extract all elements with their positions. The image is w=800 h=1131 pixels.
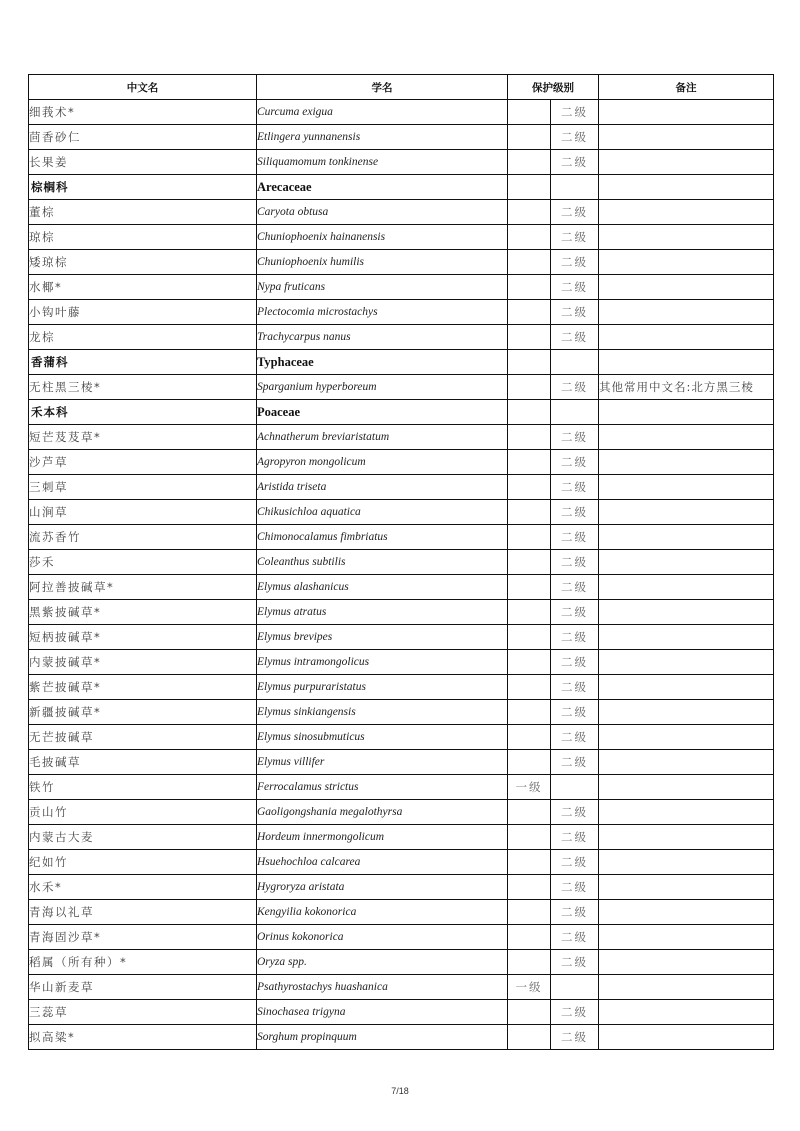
table-row xyxy=(29,500,774,525)
table-row xyxy=(29,100,774,125)
table-row xyxy=(29,600,774,625)
scientific-name-cell: Poaceae xyxy=(257,400,508,425)
chinese-name-cell: 拟高粱* xyxy=(29,1025,257,1050)
scientific-name-cell: Ferrocalamus strictus xyxy=(257,775,508,800)
level-two-cell: 二级 xyxy=(551,750,599,775)
level-two-cell: 二级 xyxy=(551,150,599,175)
remarks-cell xyxy=(599,575,774,600)
remarks-cell xyxy=(599,175,774,200)
scientific-name-cell: Elymus brevipes xyxy=(257,625,508,650)
scientific-name-cell: Chimonocalamus fimbriatus xyxy=(257,525,508,550)
level-two-cell: 二级 xyxy=(551,925,599,950)
header-scientific-name: 学名 xyxy=(257,75,508,100)
level-one-cell xyxy=(508,200,551,225)
chinese-name-cell: 稻属（所有种）* xyxy=(29,950,257,975)
chinese-name-cell: 铁竹 xyxy=(29,775,257,800)
remarks-cell xyxy=(599,875,774,900)
remarks-cell xyxy=(599,750,774,775)
level-one-cell xyxy=(508,425,551,450)
scientific-name-cell: Typhaceae xyxy=(257,350,508,375)
family-row xyxy=(29,350,774,375)
level-two-cell: 二级 xyxy=(551,250,599,275)
scientific-name-cell: Hordeum innermongolicum xyxy=(257,825,508,850)
scientific-name-cell: Elymus alashanicus xyxy=(257,575,508,600)
scientific-name-cell: Sorghum propinquum xyxy=(257,1025,508,1050)
level-two-cell: 二级 xyxy=(551,425,599,450)
level-one-cell xyxy=(508,675,551,700)
level-two-cell: 二级 xyxy=(551,375,599,400)
header-remarks: 备注 xyxy=(599,75,774,100)
remarks-cell xyxy=(599,125,774,150)
table-row xyxy=(29,325,774,350)
chinese-name-cell: 紫芒披碱草* xyxy=(29,675,257,700)
level-one-cell xyxy=(508,375,551,400)
level-two-cell: 二级 xyxy=(551,800,599,825)
level-two-cell: 二级 xyxy=(551,125,599,150)
table-body xyxy=(29,100,774,1050)
remarks-cell xyxy=(599,550,774,575)
scientific-name-cell: Oryza spp. xyxy=(257,950,508,975)
chinese-name-cell: 阿拉善披碱草* xyxy=(29,575,257,600)
level-two-cell: 二级 xyxy=(551,500,599,525)
chinese-name-cell: 三蕊草 xyxy=(29,1000,257,1025)
remarks-cell xyxy=(599,475,774,500)
remarks-cell xyxy=(599,850,774,875)
chinese-name-cell: 三刺草 xyxy=(29,475,257,500)
table-row xyxy=(29,900,774,925)
level-one-cell xyxy=(508,800,551,825)
chinese-name-cell: 董棕 xyxy=(29,200,257,225)
level-one-cell xyxy=(508,875,551,900)
level-two-cell: 二级 xyxy=(551,700,599,725)
level-one-cell xyxy=(508,750,551,775)
level-one-cell xyxy=(508,275,551,300)
level-two-cell: 二级 xyxy=(551,525,599,550)
table-row xyxy=(29,425,774,450)
remarks-cell xyxy=(599,225,774,250)
chinese-name-cell: 无芒披碱草 xyxy=(29,725,257,750)
scientific-name-cell: Orinus kokonorica xyxy=(257,925,508,950)
scientific-name-cell: Hsuehochloa calcarea xyxy=(257,850,508,875)
chinese-name-cell: 细莪术* xyxy=(29,100,257,125)
chinese-name-cell: 莎禾 xyxy=(29,550,257,575)
remarks-cell xyxy=(599,650,774,675)
scientific-name-cell: Kengyilia kokonorica xyxy=(257,900,508,925)
table-row xyxy=(29,750,774,775)
protected-species-table xyxy=(28,74,774,1050)
scientific-name-cell: Achnatherum breviaristatum xyxy=(257,425,508,450)
level-one-cell: 一级 xyxy=(508,975,551,1000)
remarks-cell xyxy=(599,1025,774,1050)
scientific-name-cell: Hygroryza aristata xyxy=(257,875,508,900)
level-two-cell: 二级 xyxy=(551,625,599,650)
chinese-name-cell: 短柄披碱草* xyxy=(29,625,257,650)
remarks-cell xyxy=(599,400,774,425)
level-one-cell xyxy=(508,625,551,650)
remarks-cell xyxy=(599,700,774,725)
scientific-name-cell: Arecaceae xyxy=(257,175,508,200)
level-one-cell xyxy=(508,550,551,575)
remarks-cell xyxy=(599,925,774,950)
chinese-name-cell: 黑紫披碱草* xyxy=(29,600,257,625)
level-two-cell xyxy=(551,400,599,425)
scientific-name-cell: Curcuma exigua xyxy=(257,100,508,125)
remarks-cell xyxy=(599,450,774,475)
level-two-cell: 二级 xyxy=(551,200,599,225)
level-one-cell xyxy=(508,350,551,375)
chinese-name-cell: 长果姜 xyxy=(29,150,257,175)
family-row xyxy=(29,400,774,425)
table-row xyxy=(29,850,774,875)
remarks-cell xyxy=(599,200,774,225)
scientific-name-cell: Nypa fruticans xyxy=(257,275,508,300)
level-one-cell xyxy=(508,525,551,550)
header-protection-level: 保护级别 xyxy=(508,75,599,100)
level-two-cell xyxy=(551,775,599,800)
chinese-name-cell: 贡山竹 xyxy=(29,800,257,825)
scientific-name-cell: Elymus intramongolicus xyxy=(257,650,508,675)
family-row xyxy=(29,175,774,200)
level-one-cell xyxy=(508,450,551,475)
table-row xyxy=(29,775,774,800)
chinese-name-cell: 短芒芨芨草* xyxy=(29,425,257,450)
table-row xyxy=(29,575,774,600)
remarks-cell xyxy=(599,900,774,925)
chinese-name-cell: 水椰* xyxy=(29,275,257,300)
chinese-name-cell: 内蒙披碱草* xyxy=(29,650,257,675)
remarks-cell xyxy=(599,150,774,175)
level-one-cell xyxy=(508,175,551,200)
level-two-cell: 二级 xyxy=(551,300,599,325)
scientific-name-cell: Sinochasea trigyna xyxy=(257,1000,508,1025)
remarks-cell xyxy=(599,425,774,450)
chinese-name-cell: 山涧草 xyxy=(29,500,257,525)
level-one-cell xyxy=(508,950,551,975)
scientific-name-cell: Elymus villifer xyxy=(257,750,508,775)
remarks-cell xyxy=(599,775,774,800)
level-two-cell: 二级 xyxy=(551,1025,599,1050)
level-two-cell: 二级 xyxy=(551,325,599,350)
table-row xyxy=(29,550,774,575)
table-row xyxy=(29,625,774,650)
scientific-name-cell: Trachycarpus nanus xyxy=(257,325,508,350)
table-row xyxy=(29,300,774,325)
scientific-name-cell: Elymus sinkiangensis xyxy=(257,700,508,725)
scientific-name-cell: Sparganium hyperboreum xyxy=(257,375,508,400)
remarks-cell xyxy=(599,625,774,650)
scientific-name-cell: Chikusichloa aquatica xyxy=(257,500,508,525)
level-two-cell: 二级 xyxy=(551,650,599,675)
chinese-name-cell: 小钩叶藤 xyxy=(29,300,257,325)
remarks-cell xyxy=(599,300,774,325)
scientific-name-cell: Siliquamomum tonkinense xyxy=(257,150,508,175)
level-one-cell: 一级 xyxy=(508,775,551,800)
level-two-cell xyxy=(551,975,599,1000)
scientific-name-cell: Elymus purpuraristatus xyxy=(257,675,508,700)
level-one-cell xyxy=(508,1025,551,1050)
scientific-name-cell: Gaoligongshania megalothyrsa xyxy=(257,800,508,825)
header-chinese-name: 中文名 xyxy=(29,75,257,100)
table-row xyxy=(29,800,774,825)
chinese-name-cell: 禾本科 xyxy=(29,400,257,425)
chinese-name-cell: 茴香砂仁 xyxy=(29,125,257,150)
scientific-name-cell: Elymus sinosubmuticus xyxy=(257,725,508,750)
chinese-name-cell: 棕榈科 xyxy=(29,175,257,200)
level-two-cell: 二级 xyxy=(551,550,599,575)
chinese-name-cell: 新疆披碱草* xyxy=(29,700,257,725)
remarks-cell xyxy=(599,600,774,625)
level-two-cell: 二级 xyxy=(551,900,599,925)
level-two-cell: 二级 xyxy=(551,725,599,750)
level-two-cell: 二级 xyxy=(551,1000,599,1025)
level-two-cell: 二级 xyxy=(551,850,599,875)
chinese-name-cell: 矮琼棕 xyxy=(29,250,257,275)
level-one-cell xyxy=(508,925,551,950)
level-one-cell xyxy=(508,1000,551,1025)
level-one-cell xyxy=(508,100,551,125)
table-row xyxy=(29,200,774,225)
remarks-cell xyxy=(599,100,774,125)
chinese-name-cell: 龙棕 xyxy=(29,325,257,350)
remarks-cell xyxy=(599,675,774,700)
level-two-cell: 二级 xyxy=(551,950,599,975)
table-row xyxy=(29,1025,774,1050)
chinese-name-cell: 无柱黑三棱* xyxy=(29,375,257,400)
table-row xyxy=(29,950,774,975)
remarks-cell xyxy=(599,275,774,300)
table-row xyxy=(29,1000,774,1025)
level-two-cell: 二级 xyxy=(551,475,599,500)
level-one-cell xyxy=(508,325,551,350)
scientific-name-cell: Plectocomia microstachys xyxy=(257,300,508,325)
level-one-cell xyxy=(508,150,551,175)
level-two-cell: 二级 xyxy=(551,675,599,700)
table-header-row xyxy=(29,75,774,100)
level-one-cell xyxy=(508,500,551,525)
table-row xyxy=(29,725,774,750)
remarks-cell: 其他常用中文名:北方黑三棱 xyxy=(599,375,774,400)
table-row xyxy=(29,650,774,675)
chinese-name-cell: 内蒙古大麦 xyxy=(29,825,257,850)
table-row xyxy=(29,475,774,500)
table-row xyxy=(29,700,774,725)
scientific-name-cell: Elymus atratus xyxy=(257,600,508,625)
remarks-cell xyxy=(599,1000,774,1025)
chinese-name-cell: 香蒲科 xyxy=(29,350,257,375)
chinese-name-cell: 水禾* xyxy=(29,875,257,900)
remarks-cell xyxy=(599,825,774,850)
chinese-name-cell: 流苏香竹 xyxy=(29,525,257,550)
level-one-cell xyxy=(508,600,551,625)
level-two-cell: 二级 xyxy=(551,100,599,125)
scientific-name-cell: Coleanthus subtilis xyxy=(257,550,508,575)
table-row xyxy=(29,825,774,850)
remarks-cell xyxy=(599,250,774,275)
level-two-cell xyxy=(551,175,599,200)
chinese-name-cell: 纪如竹 xyxy=(29,850,257,875)
remarks-cell xyxy=(599,725,774,750)
level-one-cell xyxy=(508,575,551,600)
table-row xyxy=(29,875,774,900)
chinese-name-cell: 青海固沙草* xyxy=(29,925,257,950)
chinese-name-cell: 华山新麦草 xyxy=(29,975,257,1000)
level-two-cell: 二级 xyxy=(551,450,599,475)
scientific-name-cell: Aristida triseta xyxy=(257,475,508,500)
level-two-cell: 二级 xyxy=(551,600,599,625)
table-row xyxy=(29,125,774,150)
remarks-cell xyxy=(599,975,774,1000)
level-one-cell xyxy=(508,825,551,850)
table-row xyxy=(29,925,774,950)
level-two-cell: 二级 xyxy=(551,225,599,250)
table-row xyxy=(29,250,774,275)
level-two-cell xyxy=(551,350,599,375)
chinese-name-cell: 青海以礼草 xyxy=(29,900,257,925)
table-row xyxy=(29,150,774,175)
table-row xyxy=(29,525,774,550)
remarks-cell xyxy=(599,350,774,375)
level-one-cell xyxy=(508,900,551,925)
remarks-cell xyxy=(599,500,774,525)
scientific-name-cell: Agropyron mongolicum xyxy=(257,450,508,475)
remarks-cell xyxy=(599,525,774,550)
chinese-name-cell: 琼棕 xyxy=(29,225,257,250)
remarks-cell xyxy=(599,325,774,350)
level-one-cell xyxy=(508,850,551,875)
level-one-cell xyxy=(508,700,551,725)
remarks-cell xyxy=(599,950,774,975)
level-two-cell: 二级 xyxy=(551,275,599,300)
chinese-name-cell: 沙芦草 xyxy=(29,450,257,475)
table-row xyxy=(29,375,774,400)
table-row xyxy=(29,675,774,700)
level-one-cell xyxy=(508,300,551,325)
scientific-name-cell: Chuniophoenix hainanensis xyxy=(257,225,508,250)
chinese-name-cell: 毛披碱草 xyxy=(29,750,257,775)
level-two-cell: 二级 xyxy=(551,825,599,850)
level-one-cell xyxy=(508,725,551,750)
level-two-cell: 二级 xyxy=(551,575,599,600)
scientific-name-cell: Caryota obtusa xyxy=(257,200,508,225)
level-one-cell xyxy=(508,400,551,425)
level-one-cell xyxy=(508,250,551,275)
level-one-cell xyxy=(508,125,551,150)
table-row xyxy=(29,225,774,250)
page-number: 7/18 xyxy=(391,1086,409,1096)
scientific-name-cell: Etlingera yunnanensis xyxy=(257,125,508,150)
level-one-cell xyxy=(508,225,551,250)
scientific-name-cell: Psathyrostachys huashanica xyxy=(257,975,508,1000)
level-one-cell xyxy=(508,475,551,500)
scientific-name-cell: Chuniophoenix humilis xyxy=(257,250,508,275)
remarks-cell xyxy=(599,800,774,825)
level-one-cell xyxy=(508,650,551,675)
level-two-cell: 二级 xyxy=(551,875,599,900)
table-row xyxy=(29,975,774,1000)
table-row xyxy=(29,450,774,475)
table-row xyxy=(29,275,774,300)
